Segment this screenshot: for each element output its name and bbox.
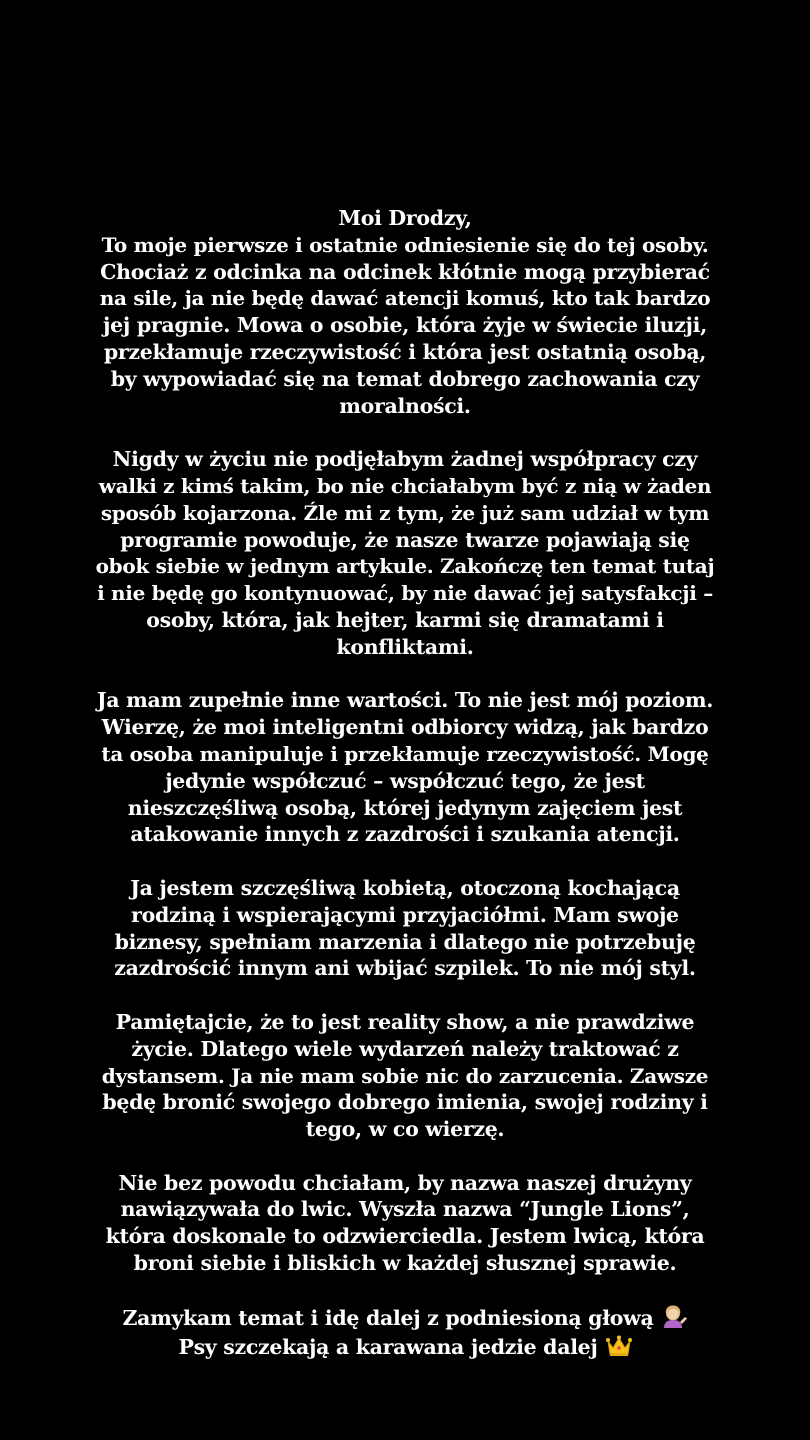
paragraph-2 (95, 446, 715, 660)
text-line: Wierzę, że moi inteligentni odbiorcy widzą, jak bardzo (101, 715, 709, 740)
paragraph-gap (95, 661, 715, 688)
text-line: Chociaż z odcinka na odcinek kłótnie mogą przybierać (100, 259, 710, 284)
text-line: Pamiętajcie, że to jest reality show, a nie prawdziwe (115, 1009, 695, 1034)
text-line: moralności. (339, 393, 471, 418)
person-tipping-hand-icon (662, 1304, 688, 1335)
text-line: Ja jestem szczęśliwą kobietą, otoczoną kochającą (130, 875, 680, 900)
closing-paragraph (95, 1304, 715, 1365)
statement-text (95, 205, 715, 1364)
text-line: walki z kimś takim, bo nie chciałabym być z nią w żaden (98, 473, 712, 498)
closing-line-2 (95, 1334, 715, 1364)
text-line: biznesy, spełniam marzenia i dlatego nie potrzebuję (114, 929, 696, 954)
text-line: dystansem. Ja nie mam sobie nic do zarzucenia. Zawsze (101, 1063, 709, 1088)
text-line: Nie bez powodu chciałam, by nazwa naszej drużyny (118, 1170, 692, 1195)
text-line: nawiązywała do lwic. Wyszła nazwa “Jungle Lions”, (120, 1197, 690, 1222)
text-line: jej pragnie. Mowa o osobie, która żyje w świecie iluzji, (103, 313, 707, 338)
paragraph-gap (95, 982, 715, 1009)
paragraph-4 (95, 875, 715, 982)
text-line: konfliktami. (336, 634, 474, 659)
text-line: życie. Dlatego wiele wydarzeń należy traktować z (131, 1036, 679, 1061)
paragraph-1 (95, 232, 715, 420)
closing-text-2: Psy szczekają a karawana jedzie dalej (178, 1335, 598, 1360)
text-line: nieszczęśliwą osobą, której jedynym zajęciem jest (127, 795, 683, 820)
text-line: rodziną i wspierającymi przyjaciółmi. Mam swoje (131, 902, 679, 927)
text-line: ta osoba manipuluje i przekłamuje rzeczywistość. Mogę (101, 741, 709, 766)
paragraph-6 (95, 1170, 715, 1277)
text-line: będę bronić swojego dobrego imienia, swojej rodziny i (102, 1090, 708, 1115)
paragraph-gap (95, 1143, 715, 1170)
text-line: jedynie współczuć – współczuć tego, że jest (165, 768, 645, 793)
paragraph-gap (95, 419, 715, 446)
paragraph-3 (95, 687, 715, 848)
text-line: obok siebie w jednym artykule. Zakończę ten temat tutaj (95, 554, 715, 579)
text-line: Ja mam zupełnie inne wartości. To nie jest mój poziom. (96, 688, 714, 713)
text-line: tego, w co wierzę. (305, 1117, 505, 1142)
text-line: Nigdy w życiu nie podjęłabym żadnej współpracy czy (112, 447, 698, 472)
paragraph-5 (95, 1009, 715, 1143)
greeting-line: Moi Drodzy, (338, 206, 472, 230)
text-line: zazdrościć innym ani wbijać szpilek. To nie mój styl. (114, 956, 696, 981)
text-line: broni siebie i bliskich w każdej słusznej sprawie. (133, 1251, 677, 1276)
text-line: sposób kojarzona. Źle mi z tym, że już sam udział w tym (100, 500, 710, 525)
text-line: atakowanie innych z zazdrości i szukania atencji. (130, 822, 680, 847)
closing-text-1: Zamykam temat i idę dalej z podniesioną głową (122, 1305, 654, 1330)
text-line: która doskonale to odzwierciedla. Jestem lwicą, która (105, 1224, 705, 1249)
text-line: na sile, ja nie będę dawać atencji komuś, kto tak bardzo (99, 286, 711, 311)
paragraph-gap (95, 848, 715, 875)
text-line: programie powoduje, że nasze twarze pojawiają się (120, 527, 690, 552)
text-line: by wypowiadać się na temat dobrego zachowania czy (110, 366, 700, 391)
text-line: i nie będę go kontynuować, by nie dawać jej satysfakcji – (97, 581, 713, 606)
paragraph-gap (95, 1277, 715, 1304)
closing-line-1 (95, 1304, 715, 1335)
crown-icon (606, 1335, 632, 1364)
text-line: osoby, która, jak hejter, karmi się dramatami i (146, 607, 664, 632)
text-line: To moje pierwsze i ostatnie odniesienie się do tej osoby. (101, 232, 709, 257)
text-line: przekłamuje rzeczywistość i która jest ostatnią osobą, (103, 339, 707, 364)
